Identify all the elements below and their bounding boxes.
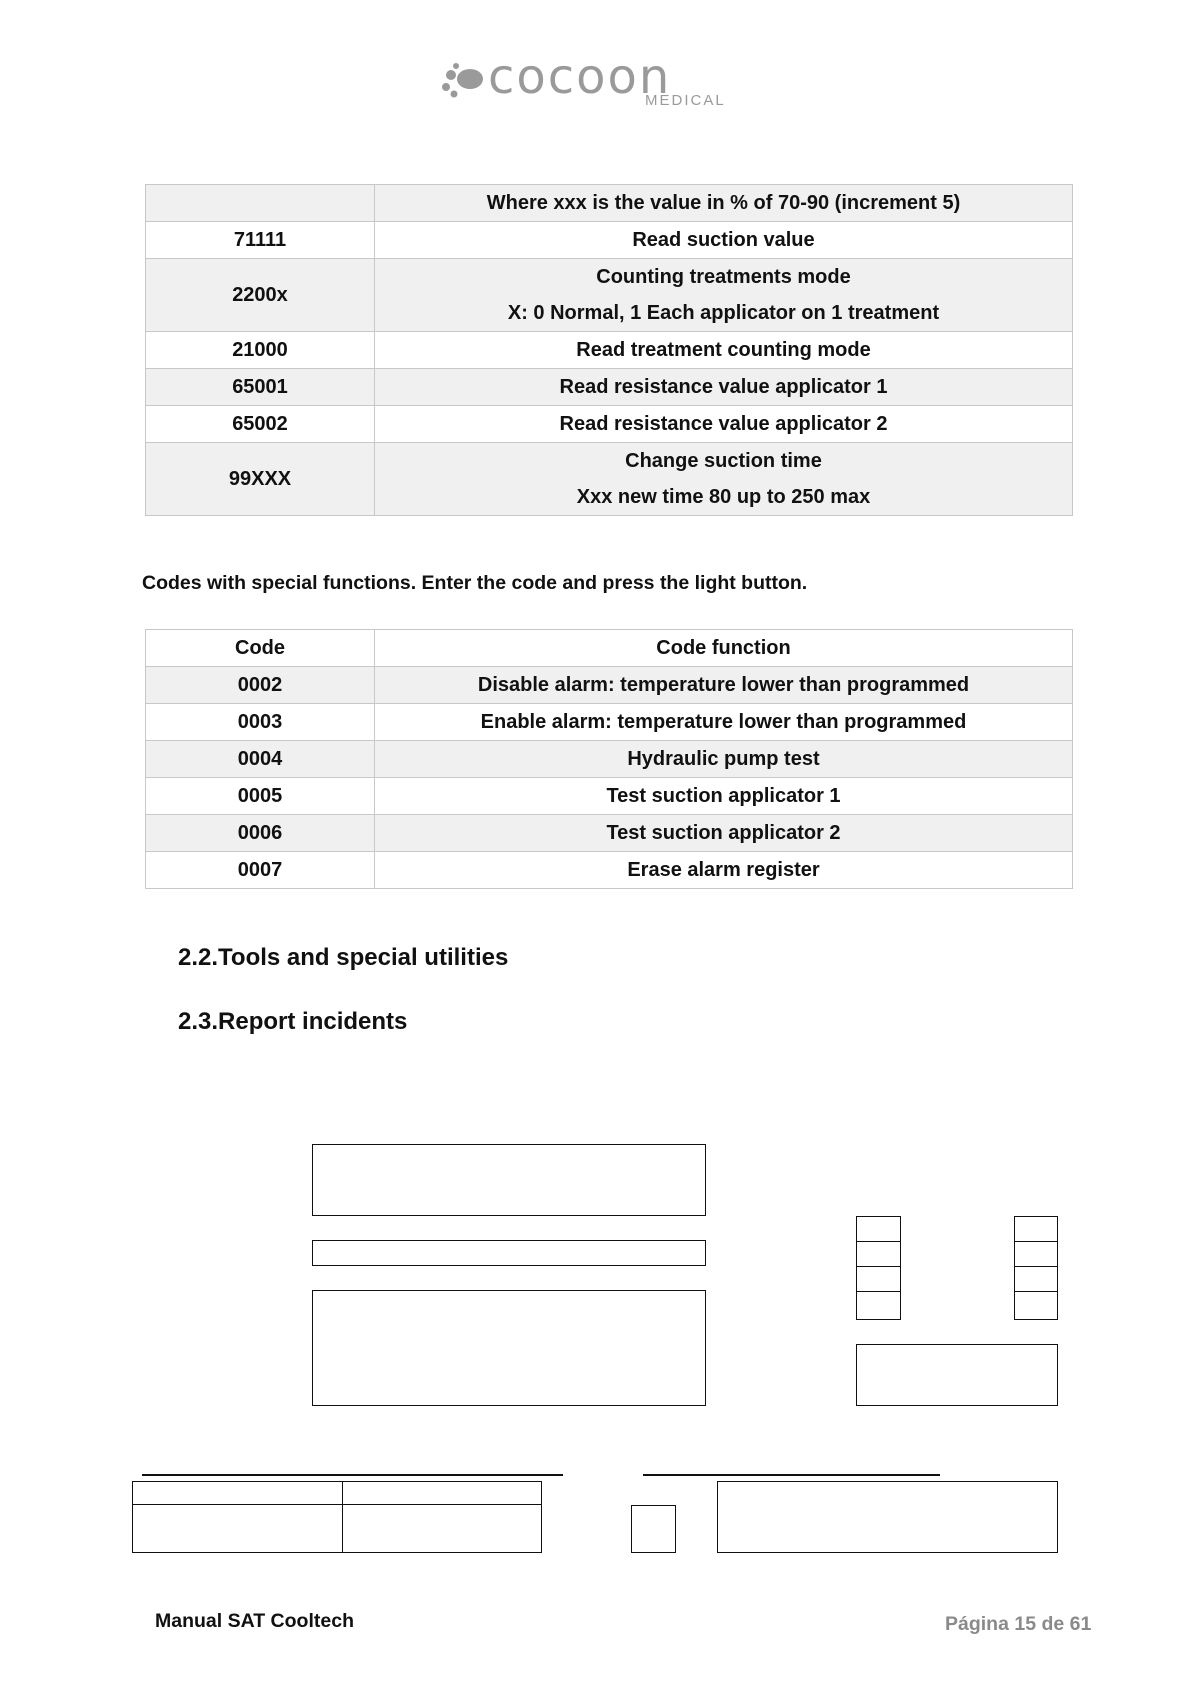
checkbox [1014, 1291, 1058, 1320]
code-cell: 0007 [146, 852, 375, 889]
function-cell: Disable alarm: temperature lower than programmed [375, 667, 1073, 704]
table-row [146, 815, 1073, 852]
section-heading-report-incidents [178, 1008, 407, 1036]
code-cell: 65001 [146, 369, 375, 406]
checkbox [1014, 1241, 1058, 1267]
description-cell: Read treatment counting mode [375, 332, 1073, 369]
table-row [146, 222, 1073, 259]
logo-subtext: MEDICAL [645, 92, 726, 109]
table-row [146, 852, 1073, 889]
code-cell: 0005 [146, 778, 375, 815]
description-cell: Change suction time Xxx new time 80 up to 250 max [375, 443, 1073, 516]
function-cell: Hydraulic pump test [375, 741, 1073, 778]
table-row [146, 259, 1073, 332]
description-cell: Read resistance value applicator 2 [375, 406, 1073, 443]
table-row [146, 332, 1073, 369]
function-cell: Test suction applicator 1 [375, 778, 1073, 815]
table-row [146, 185, 1073, 222]
table-row [146, 704, 1073, 741]
code-cell: 0002 [146, 667, 375, 704]
function-cell: Erase alarm register [375, 852, 1073, 889]
form-box-large [312, 1290, 706, 1406]
form-cell [132, 1504, 343, 1553]
column-header-function: Code function [375, 630, 1073, 667]
section-number: 2.2. [178, 944, 219, 971]
section-number: 2.3. [178, 1008, 219, 1035]
special-codes-table [145, 629, 1073, 889]
code-cell: 0004 [146, 741, 375, 778]
table-row [146, 667, 1073, 704]
table-row [146, 406, 1073, 443]
code-cell: 65002 [146, 406, 375, 443]
footer-page-number: Página 15 de 61 [945, 1613, 1092, 1635]
checkbox [1014, 1216, 1058, 1242]
logo-dots-icon [440, 61, 486, 101]
description-cell: Counting treatments mode X: 0 Normal, 1 Each applicator on 1 treatment [375, 259, 1073, 332]
logo-wordmark: cocoon [488, 49, 672, 105]
form-small-box [631, 1505, 676, 1553]
checkbox [856, 1291, 901, 1320]
description-cell: Where xxx is the value in % of 70-90 (increment 5) [375, 185, 1073, 222]
table-row [146, 443, 1073, 516]
form-box-bottom-right [717, 1481, 1058, 1553]
code-cell: 2200x [146, 259, 375, 332]
description-cell: Read suction value [375, 222, 1073, 259]
form-box-thin [312, 1240, 706, 1266]
codes-table [145, 184, 1073, 516]
table-row [146, 369, 1073, 406]
function-cell: Test suction applicator 2 [375, 815, 1073, 852]
table-row [146, 778, 1073, 815]
form-cell [342, 1481, 542, 1505]
section-title: Report incidents [218, 1008, 408, 1035]
table-header-row [146, 630, 1073, 667]
checkbox [856, 1216, 901, 1242]
table-row [146, 741, 1073, 778]
footer-manual-title: Manual SAT Cooltech [155, 1610, 354, 1632]
checkbox [856, 1241, 901, 1267]
form-box-right [856, 1344, 1058, 1406]
checkbox [1014, 1266, 1058, 1292]
section-title: Tools and special utilities [218, 944, 509, 971]
form-cell [342, 1504, 542, 1553]
code-cell [146, 185, 375, 222]
form-box-top [312, 1144, 706, 1216]
code-cell: 0006 [146, 815, 375, 852]
form-cell [132, 1481, 343, 1505]
divider-line [643, 1474, 940, 1476]
section-heading-tools [178, 944, 508, 972]
function-cell: Enable alarm: temperature lower than programmed [375, 704, 1073, 741]
code-cell: 71111 [146, 222, 375, 259]
checkbox [856, 1266, 901, 1292]
cocoon-medical-logo [440, 49, 740, 111]
divider-line [142, 1474, 563, 1476]
column-header-code: Code [146, 630, 375, 667]
code-cell: 0003 [146, 704, 375, 741]
special-codes-intro: Codes with special functions. Enter the code and press the light button. [142, 572, 808, 594]
code-cell: 99XXX [146, 443, 375, 516]
description-cell: Read resistance value applicator 1 [375, 369, 1073, 406]
code-cell: 21000 [146, 332, 375, 369]
